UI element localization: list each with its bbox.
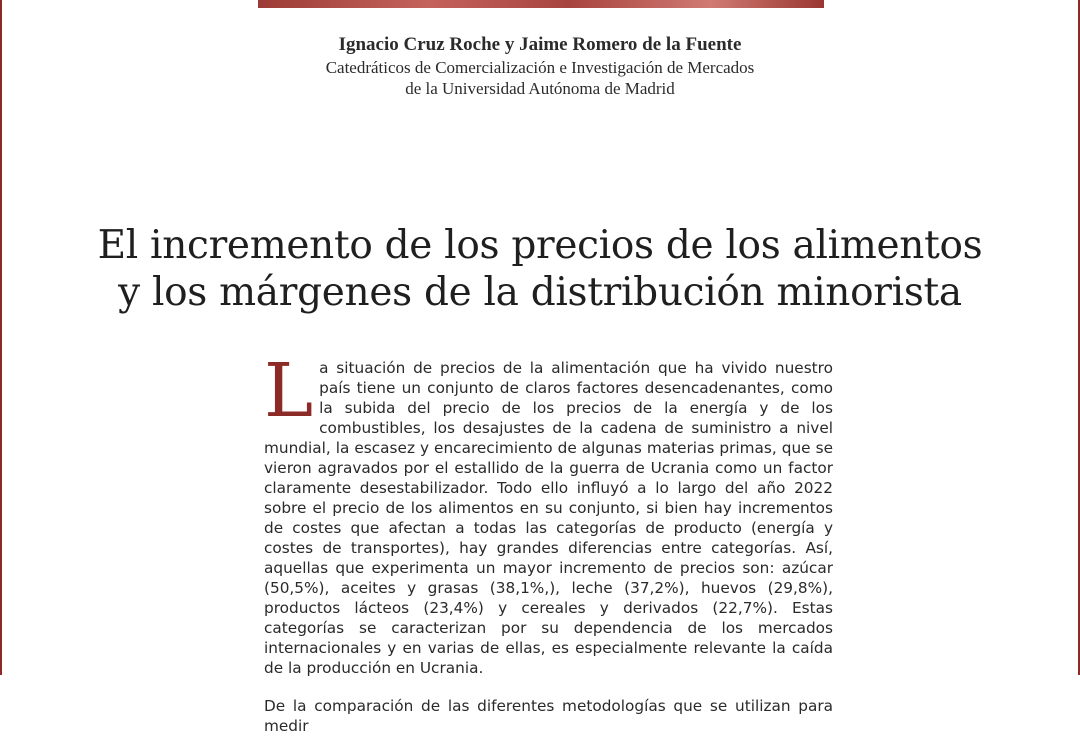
article-title-line1: El incremento de los precios de los alimentos: [97, 223, 983, 268]
author-block: [0, 33, 1080, 99]
body-paragraph-2: De la comparación de las diferentes metodologías que se utilizan para medir: [264, 697, 833, 735]
author-names: Ignacio Cruz Roche y Jaime Romero de la Fuente: [338, 34, 742, 55]
article-title-line2: y los márgenes de la distribución minorista: [118, 270, 962, 315]
article-title: [0, 222, 1080, 316]
body-paragraph-1: [264, 348, 833, 678]
article-body: [264, 348, 833, 754]
drop-cap: L: [264, 348, 314, 434]
body-paragraph-1-text: a situación de precios de la alimentación que ha vivido nuestro país tiene un conjunto de claros factores desencadenantes, como la subida del precio de los precios de la energía y de los combustibles, los desajustes de la cadena de suministro a nivel mundial, la escasez y encarecimiento de algunas materias primas, que se vieron agravados por el estallido de la guerra de Ucrania como un factor claramente desestabilizador. Todo ello influyó a lo largo del año 2022 sobre el precio de los alimentos en su conjunto, si bien hay incrementos de costes que afectan a todas las categorías de producto (energía y costes de transportes), hay grandes diferencias entre categorías. Así, aquellas que experimenta un mayor incremento de precios son: azúcar (50,5%), aceites y grasas (38,1%,), leche (37,2%), huevos (29,8%), productos lácteos (23,4%) y cereales y derivados (22,7%). Estas categorías se caracterizan por su dependencia de los mercados internacionales y en varias de ellas, es especialmente relevante la caída de la producción en Ucrania.: [264, 359, 833, 677]
header-photo: [258, 0, 824, 8]
author-role-line1: Catedráticos de Comercialización e Investigación de Mercados: [325, 58, 755, 77]
author-role-line2: de la Universidad Autónoma de Madrid: [405, 79, 675, 98]
